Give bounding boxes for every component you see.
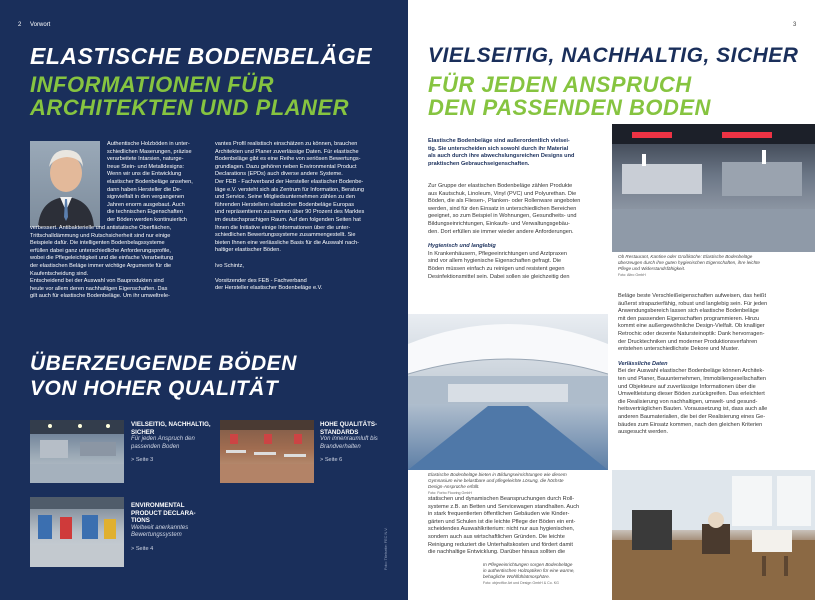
text-line: erfüllen dabei ganz unterschiedliche Anforderungsprofile, <box>30 247 171 254</box>
vertical-photo-credit: Foto: Titelseite: FEC N.V. <box>384 527 388 570</box>
card-qualitaet[interactable] <box>320 421 405 463</box>
text-line: scheidendes Auswahlkriterium: nicht nur aus hygienischen, <box>428 526 575 533</box>
card-thumb-factory[interactable] <box>30 497 124 567</box>
text-line: In Krankenhäusern, Pflegeeinrichtungen und Arztpraxen <box>428 250 568 257</box>
text-line: verbessert. Antibakterielle und antistatische Oberflächen, <box>30 225 172 231</box>
text-line: treue Stein- und Metalldesigns: <box>107 163 185 170</box>
photo-care-facility <box>612 470 815 600</box>
text-line: Kaufentscheidung sind. <box>30 270 89 277</box>
text-line: äußerst strapazierfähig, robust und langlebig sein. Für jeden <box>618 300 768 307</box>
section2-title-line1: ÜBERZEUGENDE BÖDEN <box>30 352 297 375</box>
card-thumb-cafeteria[interactable] <box>220 420 314 483</box>
text-line: wobei die Pflegeleichtigkeit und die einfache Verarbeitung <box>30 255 174 262</box>
intro-narrow-text <box>107 141 205 225</box>
page-title-right: VIELSEITIG, NACHHALTIG, SICHER <box>428 44 799 67</box>
text-line: heute vor allem deren nachhaltigen Eigenschaften. Das <box>30 285 168 292</box>
card-subtitle-line: Weltweit anerkanntes <box>131 524 189 531</box>
card-vielseitig[interactable] <box>131 421 221 463</box>
card-title-line: VIELSEITIG, NACHHALTIG, <box>131 421 211 428</box>
text-line: dann haben Hersteller die De- <box>107 186 182 193</box>
text-line: sondern auch aus wirtschaftlichen Gründen. Die leichte <box>428 533 565 540</box>
text-line: vantes Profil realistisch einschätzen zu können, brauchen <box>215 141 358 147</box>
text-line: Bodenbeläge gibt es eine Reihe von seriösen Bewertungs- <box>215 156 361 163</box>
text-line: der Böden werden kontinuierlich <box>107 216 187 223</box>
text-line: praktischen Gebrauchseigenschaften. <box>428 160 530 167</box>
caption-line: Gymnasium eine belastbare und pflegeleichte Lösung, die höchste <box>428 478 564 483</box>
card-thumb-kitchen[interactable] <box>30 420 124 483</box>
text-line: im deutschsprachigen Raum. Auf den folgenden Seiten hat <box>215 216 361 223</box>
card-title-line: PRODUCT DECLARA- <box>131 509 196 517</box>
text-line: grundlagen. Dazu gehören neben Environmental Product <box>215 163 357 170</box>
text-line: Ihnen die Initiative einige Informationen über die unter- <box>215 224 351 231</box>
kitchen-scene-illustration <box>612 124 815 252</box>
text-line: Elastische Bodenbeläge sind außerordentlich vielsei- <box>428 138 570 144</box>
right-page <box>408 0 815 600</box>
signoff-line: Vorsitzender des FEB - Fachverband <box>215 277 307 284</box>
subtitle-right-line2: DEN PASSENDEN BODEN <box>428 95 711 120</box>
text-line: statischen und dynamischen Beanspruchungen durch Roll- <box>428 496 575 502</box>
text-line: Authentische Holzböden in unter- <box>107 141 190 147</box>
text-line: den. Dort erfüllen sie immer wieder andere Anforderungen. <box>428 228 574 235</box>
portrait-photo <box>30 141 100 227</box>
caption-photo-1 <box>618 254 813 278</box>
text-line: gilt auch für elastische Bodenbeläge. Um ihr umweltrele- <box>30 293 170 300</box>
signoff-line: der Hersteller elastischer Bodenbeläge e.V. <box>215 285 323 292</box>
photo-restaurant-kitchen <box>612 124 815 252</box>
text-line: werden, sind für den Einsatz in unterschiedlichen Bereichen <box>428 205 577 212</box>
care-facility-illustration <box>612 470 815 600</box>
card-title-line: SICHER <box>131 428 155 436</box>
card-link-seite-6[interactable]: > Seite 6 <box>320 457 343 463</box>
text-line: anderen Baumaterialien, die bei der Realisierung eines Ge- <box>618 413 766 420</box>
text-line: signvielfalt in den vergangenen <box>107 194 185 201</box>
page-number-left: 2 <box>18 22 22 28</box>
page-title-left: ELASTISCHE BODENBELÄGE <box>30 43 372 69</box>
text-line: ten und Planer, Bauunternehmen, Immobiliengesellschaften <box>618 375 767 382</box>
text-line: läge e.V. versteht sich als Zentrum für Information, Beratung <box>215 186 365 193</box>
card-title-line: HOHE QUALITÄTS- <box>320 421 378 428</box>
intro-wide-text <box>30 225 208 301</box>
text-line: der Drucktechniken und moderner Produktionsverfahren <box>618 338 758 345</box>
text-line: bieten Ihnen eine verlässliche Basis für die Auswahl nach- <box>215 239 359 246</box>
photo-credit: Foto: Forbo Flooring GmbH <box>428 491 472 495</box>
text-line: Anwendungsbereich lassen sich elastische Bodenbeläge <box>618 308 759 315</box>
text-line: Trittschalldämmung und Rutschsicherheit sind nur einige <box>30 232 171 239</box>
card-subtitle-line: Bewertungssystem <box>131 532 182 538</box>
caption-line: überzeugen durch ihre guten hygienischen Eigenschaften, ihre leichte <box>618 260 760 265</box>
text-line: verarbeitete Intarsien, naturge- <box>107 156 184 163</box>
text-line: Beispiele dafür. Die intelligenten Bodenbelagssysteme <box>30 240 165 247</box>
text-line: tig. Sie unterscheiden sich sowohl durch ihr Material <box>428 145 569 152</box>
photo-credit: Foto: Altro GmbH <box>618 273 646 277</box>
text-line: führenden Herstellern elastischer Bodenbeläge Europas <box>215 201 354 208</box>
page-number-right: 3 <box>793 22 797 28</box>
subheading-verlaessliche-daten: Verlässliche Daten <box>618 360 668 367</box>
greeting: Ivo Schintz, <box>215 262 244 269</box>
gymnasium-illustration <box>408 314 608 470</box>
text-line: die technischen Eigenschaften <box>107 209 183 216</box>
card-link-seite-3[interactable]: > Seite 3 <box>131 457 154 463</box>
card-subtitle-line: Von innenraumluft bis <box>320 436 378 442</box>
text-line: kommt eine außergewöhnliche Design-Vielfalt. Ob knalliger <box>618 323 765 330</box>
subtitle-left-line2: ARCHITEKTEN UND PLANER <box>30 95 349 120</box>
caption-photo-3 <box>483 562 613 586</box>
text-line: aus Kautschuk, Linoleum, Vinyl (PVC) und Polyurethan. Die <box>428 190 577 197</box>
photo-credit: Foto: objectflor Art und Design GmbH & Co. KG <box>483 581 559 585</box>
text-line: systeme z.B. an Betten und Servicewagen standhalten. Auch <box>428 503 580 510</box>
text-line: die Realisierung von nachhaltigen, umwelt- und gesund- <box>618 398 758 405</box>
section2-title-line2: VON HOHER QUALITÄT <box>30 377 279 400</box>
text-line: Declarations (EPDs) auch diverse andere Systeme. <box>215 171 343 178</box>
text-line: entstehen unterschiedlichste Dekore und Muster. <box>618 346 740 353</box>
caption-line: In Pflegeeinrichtungen sorgen Bodenbeläge <box>483 562 573 567</box>
paragraph-3 <box>618 293 810 437</box>
subtitle-right-line1: FÜR JEDEN ANSPRUCH <box>428 72 692 97</box>
text-line: Böden, die als Fliesen-, Planken- oder Rollenware angeboten <box>428 198 581 205</box>
text-line: Böden müssen einfach zu reinigen und resistent gegen <box>428 265 565 272</box>
text-line: schiedlichen Bewertungssysteme zusammengestellt. Sie <box>215 232 356 239</box>
card-epd[interactable] <box>131 502 221 552</box>
text-line: geeignet, so zum Beispiel in Wohnungen, Gesundheits- und <box>428 213 577 220</box>
paragraph-5 <box>428 496 610 557</box>
text-line: und repräsentieren zusammen über 90 Prozent des Marktes <box>215 209 365 216</box>
lead-paragraph <box>428 138 608 168</box>
intro-col2-text <box>215 141 397 293</box>
cafeteria-illustration <box>220 420 314 483</box>
text-line: gärten und Schulen ist die leichte Pflege der Böden ein ent- <box>428 518 576 525</box>
text-line: Entscheidend bei der Auswahl von Bauprodukten sind <box>30 278 164 285</box>
text-line: Desinfektionsmittel sein. Dabei sollen sie gleichzeitig den <box>428 273 570 280</box>
kitchen-illustration <box>30 420 124 483</box>
caption-line: Ob Restaurant, Kantine oder Großküche: Elastische Bodenbeläge <box>618 254 753 259</box>
caption-photo-2 <box>428 472 608 496</box>
text-line: bäudes zum Einsatz kommen, nach den gleichen Kriterien <box>618 421 763 428</box>
text-line: Reinigung reduziert die Unterhaltskosten und fördert damit <box>428 541 573 548</box>
text-line: der elastischen Beläge immer wichtige Argumente für die <box>30 262 172 269</box>
card-title-line: STANDARDS <box>320 428 359 436</box>
text-line: ausgesucht werden. <box>618 429 669 436</box>
text-line: heitsverträglichen Bauten. Voraussetzung ist, dass auch alle <box>618 406 768 413</box>
text-line: und Service. Seine Mitgliedsunternehmen zählen zu den <box>215 194 355 201</box>
card-subtitle-line: passenden Boden <box>131 443 180 450</box>
text-line: die nachhaltige Entwicklung. Darüber hinaus sollten die <box>428 549 566 556</box>
caption-line: Elastische Bodenbeläge bieten in Bildungseinrichtungen wie diesem <box>428 472 567 477</box>
text-line: Architekten und Planer zuverlässige Daten. Für elastische <box>215 148 359 155</box>
card-subtitle-line: Für jeden Anspruch den <box>131 436 195 442</box>
factory-illustration <box>30 497 124 567</box>
caption-line: Design-Ansprüche erfüllt. <box>428 484 480 489</box>
subtitle-left-line1: INFORMATIONEN FÜR <box>30 72 274 97</box>
text-line: elastischer Bodenbeläge ansehen, <box>107 178 193 185</box>
text-line: Bildungseinrichtungen, Einkaufs- und Verwaltungsgebäu- <box>428 220 570 227</box>
text-line: in stark frequentierten öffentlichen Gebäuden wie Kinder- <box>428 511 570 518</box>
card-title-line: ENVIRONMENTAL <box>131 502 185 509</box>
caption-line: Pflege und Widerstandsfähigkeit. <box>618 266 686 271</box>
card-subtitle-line: Brandverhalten <box>320 443 361 450</box>
text-line: und Objekteure auf zuverlässige Informationen über die <box>618 383 756 390</box>
text-line: Beläge beste Verschleißeigenschaften aufweisen, das heißt <box>618 293 767 299</box>
text-line: Zur Gruppe der elastischen Bodenbeläge zählen Produkte <box>428 183 573 189</box>
text-line: Wenn wir uns die Entwicklung <box>107 171 182 178</box>
card-title-line: TIONS <box>131 517 150 524</box>
text-line: mit den passenden Eigenschaften programmieren. Hinzu <box>618 315 760 322</box>
paragraph-1 <box>428 183 610 281</box>
portrait-illustration <box>30 141 100 227</box>
caption-line: in authentischen Holzoptiken für eine warme, <box>483 568 575 573</box>
text-line: Der FEB - Fachverband der Hersteller elastischer Bodenbe- <box>215 178 364 185</box>
text-line: Umweltleistung dieser Böden zurückgreifen. Das erleichtert <box>618 391 765 398</box>
text-line: sind vor allem hygienische Eigenschaften gefragt. Die <box>428 258 562 265</box>
text-line: Jahren enorm ausgebaut. Auch <box>107 201 185 208</box>
subheading-hygienisch: Hygienisch und langlebig <box>428 243 496 250</box>
photo-gymnasium <box>408 314 608 470</box>
text-line: Retrochic oder dezente Natursteinoptik: Dank hervorragen- <box>618 330 765 337</box>
text-line: schiedlichen Maserungen, präzise <box>107 148 192 155</box>
section-label: Vorwort <box>30 22 51 28</box>
text-line: Bei der Auswahl elastischer Bodenbeläge können Architek- <box>618 368 765 375</box>
text-line: haltiger elastischer Böden. <box>215 247 281 254</box>
caption-line: behagliche Wohlfühlatmosphäre. <box>483 574 550 579</box>
text-line: als auch durch ihre abwechslungsreichen Designs und <box>428 153 575 160</box>
card-link-seite-4[interactable]: > Seite 4 <box>131 545 154 552</box>
